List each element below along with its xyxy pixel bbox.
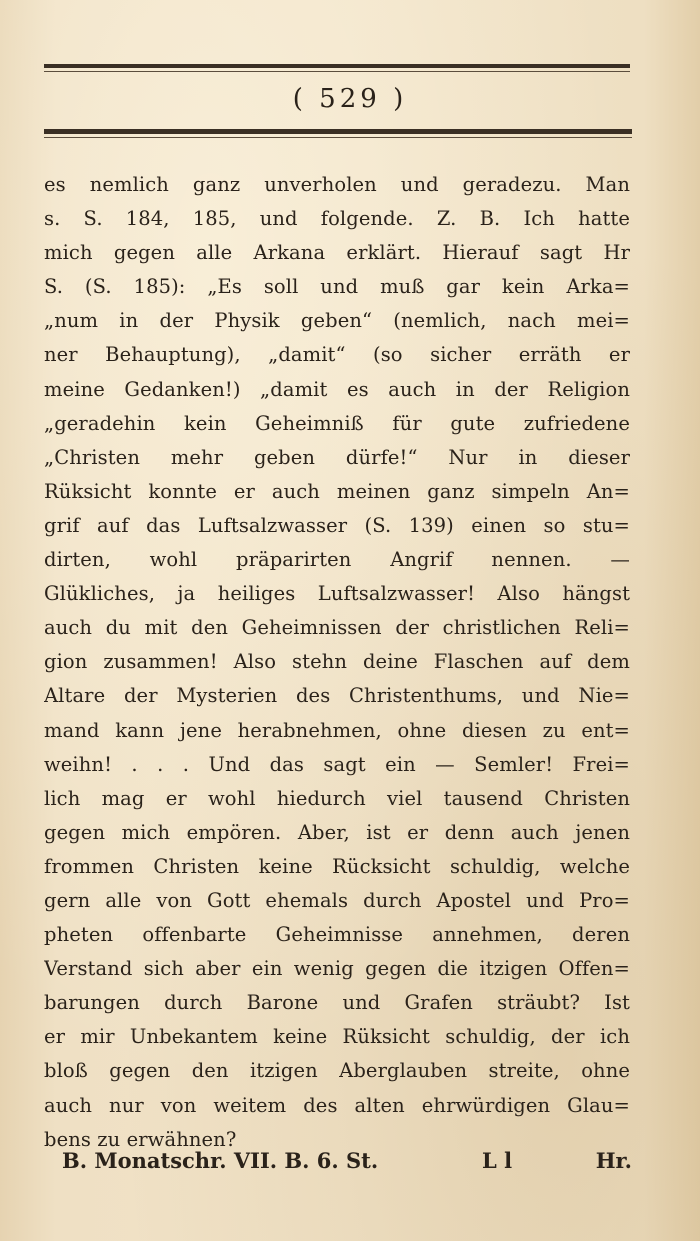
text-line: dirten, wohl präparirten Angrif nennen. — bbox=[44, 548, 630, 572]
text-line: es nemlich ganz unverholen und geradezu. Man bbox=[44, 173, 630, 196]
text-line: ner Behauptung), „damit“ (so sicher erräth er bbox=[44, 343, 630, 367]
text-line: frommen Christen keine Rücksicht schuldig, welche bbox=[44, 854, 630, 878]
text-line: pheten offenbarte Geheimnisse annehmen, deren bbox=[44, 923, 630, 947]
text-line: mich gegen alle Arkana erklärt. Hierauf sagt Hr bbox=[44, 241, 630, 265]
text-line: er mir Unbekantem keine Rüksicht schuldig, der ich bbox=[44, 1025, 630, 1049]
text-line: auch du mit den Geheimnissen der christlichen Reli= bbox=[44, 616, 630, 640]
signature-mark: B. Monatschr. VII. B. 6. St. bbox=[62, 1148, 379, 1173]
header-rule-bottom bbox=[44, 129, 632, 134]
text-line-last: bens zu erwähnen? bbox=[44, 1127, 237, 1151]
text-line: weihn! . . . Und das sagt ein — Semler! Frei= bbox=[44, 752, 630, 776]
text-line: barungen durch Barone und Grafen sträubt? Ist bbox=[44, 991, 630, 1015]
text-line: mand kann jene herabnehmen, ohne diesen zu ent= bbox=[44, 718, 630, 742]
text-line: gern alle von Gott ehemals durch Apostel und Pro= bbox=[44, 888, 630, 912]
text-line: Rüksicht konnte er auch meinen ganz simpeln An= bbox=[44, 479, 630, 503]
body-text bbox=[44, 168, 630, 1157]
text-line: gion zusammen! Also stehn deine Flaschen auf dem bbox=[44, 650, 630, 674]
catchword: Hr. bbox=[595, 1148, 632, 1173]
text-line: auch nur von weitem des alten ehrwürdigen Glau= bbox=[44, 1093, 630, 1117]
page-footer bbox=[62, 1148, 632, 1188]
text-line: bloß gegen den itzigen Aberglauben streite, ohne bbox=[44, 1059, 630, 1083]
text-line: grif auf das Luftsalzwasser (S. 139) einen so stu= bbox=[44, 513, 630, 537]
text-line: Altare der Mysterien des Christenthums, und Nie= bbox=[44, 684, 630, 708]
header-rule-top-thin bbox=[44, 71, 630, 72]
text-line: „Christen mehr geben dürfe!“ Nur in dieser bbox=[44, 445, 630, 469]
text-line: Glükliches, ja heiliges Luftsalzwasser! Also hängst bbox=[44, 582, 630, 606]
page-number: ( 529 ) bbox=[292, 84, 408, 114]
sheet-mark: L l bbox=[482, 1148, 513, 1173]
text-line: gegen mich empören. Aber, ist er denn auch jenen bbox=[44, 820, 630, 844]
text-line: „geradehin kein Geheimniß für gute zufriedene bbox=[44, 411, 630, 435]
header-rule-bottom-thin bbox=[44, 137, 632, 138]
text-line: s. S. 184, 185, und folgende. Z. B. Ich hatte bbox=[44, 207, 630, 231]
text-line: Verstand sich aber ein wenig gegen die itzigen Offen= bbox=[44, 957, 630, 981]
text-line: meine Gedanken!) „damit es auch in der Religion bbox=[44, 377, 630, 401]
text-line: „num in der Physik geben“ (nemlich, nach mei= bbox=[44, 309, 630, 333]
text-line: S. (S. 185): „Es soll und muß gar kein Arka= bbox=[44, 275, 630, 299]
header-rule-top bbox=[44, 64, 630, 68]
text-line: lich mag er wohl hiedurch viel tausend Christen bbox=[44, 786, 630, 810]
